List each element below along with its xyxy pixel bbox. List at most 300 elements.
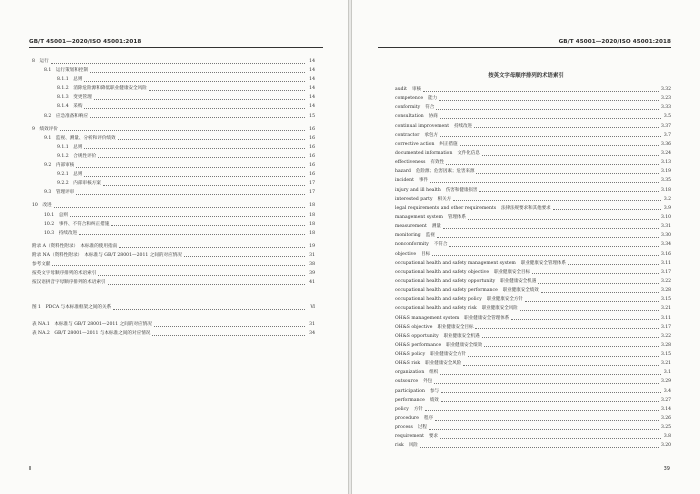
term-english: corrective action: [395, 141, 435, 147]
entry-page: 31: [309, 322, 315, 327]
term-english: audit: [395, 86, 407, 92]
term-clause: 3.17: [660, 269, 671, 275]
dot-leader: [113, 309, 305, 310]
index-term: [395, 268, 530, 277]
entry-label: 附录 A（资料性附录） 本标准的使用指南: [32, 243, 118, 249]
term-clause: 3.16: [660, 251, 671, 257]
dot-leader: [152, 335, 305, 336]
term-english: risk: [395, 443, 404, 449]
term-english: OH&S objective: [395, 324, 433, 330]
term-chinese: 事件: [418, 178, 428, 184]
term-chinese: 过程: [417, 425, 427, 431]
term-chinese: 职业健康安全绩效: [446, 342, 483, 348]
toc-entry: [32, 143, 315, 152]
dot-leader: [111, 225, 305, 226]
index-entry: [395, 387, 671, 396]
index-term: [395, 259, 566, 268]
entry-page: 16: [309, 163, 315, 169]
term-english: occupational health and safety performance: [395, 288, 498, 294]
page-number: Ⅱ: [29, 466, 32, 472]
entry-label: 8.2 应急准备和响应: [44, 113, 89, 119]
index-term: [395, 186, 477, 195]
term-chinese: 外包: [423, 379, 433, 385]
term-clause: 3.25: [660, 425, 671, 431]
index-title: 按英文字母顺序排列的术语索引: [488, 73, 564, 79]
term-chinese: 绩效: [429, 397, 439, 403]
dot-leader: [54, 207, 305, 208]
index-term: [395, 432, 438, 441]
index-term: [395, 131, 438, 140]
dot-leader: [453, 200, 661, 201]
term-clause: 3.24: [660, 150, 671, 156]
dot-leader: [437, 237, 659, 238]
toc-entry: [32, 161, 315, 170]
entry-label: 10.2 事件、不符合和纠正措施: [44, 221, 110, 227]
term-clause: 3.35: [660, 178, 671, 184]
dot-leader: [420, 447, 659, 448]
entry-page: 18: [309, 212, 315, 218]
entry-label: 参考文献: [32, 261, 51, 267]
index-term: [395, 277, 536, 286]
index-term: [395, 359, 461, 368]
entry-label: 8.1.3 变更管理: [57, 95, 92, 101]
entry-label: 9.1.2 合规性评价: [57, 153, 97, 159]
toc-entry: [32, 112, 315, 121]
term-chinese: 监视: [425, 233, 435, 239]
toc-entry: [32, 188, 315, 197]
term-chinese: 职业健康安全机遇: [500, 278, 537, 284]
toc-entry: [32, 242, 315, 251]
dot-leader: [98, 275, 305, 276]
index-entry: [395, 304, 671, 313]
index-entry: [395, 378, 671, 387]
dot-leader: [423, 91, 659, 92]
toc-entry: [32, 170, 315, 179]
index-page: [351, 0, 700, 494]
index-entry: [395, 432, 671, 441]
term-chinese: 程序: [423, 416, 433, 422]
entry-label: 按英文字母顺序排列的术语索引: [32, 271, 97, 277]
term-clause: 3.11: [660, 260, 671, 266]
table-entry: [32, 329, 315, 338]
toc-entry: [32, 93, 315, 102]
term-english: OH&S policy: [395, 352, 426, 358]
index-entry: [395, 314, 671, 323]
entry-label: 9 绩效评价: [32, 126, 58, 132]
term-clause: 3.8: [663, 434, 671, 440]
toc-entry: [32, 75, 315, 84]
entry-page: 16: [309, 126, 315, 132]
dot-leader: [460, 145, 659, 146]
term-english: occupational health and safety objective: [395, 269, 490, 275]
dot-leader: [435, 420, 659, 421]
index-term: [395, 387, 439, 396]
dot-leader: [482, 337, 659, 338]
term-english: incident: [395, 178, 414, 184]
toc-entry: [32, 152, 315, 161]
index-term: [395, 195, 451, 204]
entry-label: 9.2.2 内部审核方案: [57, 181, 101, 187]
index-entry: [395, 332, 671, 341]
dot-leader: [440, 374, 661, 375]
dot-leader: [484, 346, 659, 347]
index-entry: [395, 222, 671, 231]
term-english: OH&S management system: [395, 315, 460, 321]
entry-page: 14: [309, 59, 315, 64]
term-chinese: 方针: [413, 406, 423, 412]
entry-label: 9.1.1 总则: [57, 144, 83, 150]
index-entry: [395, 441, 671, 450]
header-rule: [378, 47, 671, 48]
index-entry: [395, 186, 671, 195]
toc-entry: [32, 125, 315, 134]
term-clause: 3.29: [660, 379, 671, 385]
dot-leader: [525, 301, 659, 302]
term-chinese: 职业健康安全方针: [486, 297, 523, 303]
term-clause: 3.10: [660, 214, 671, 220]
standard-header: GB/T 45001—2020/ISO 45001:2018: [558, 39, 671, 45]
table-list: [32, 320, 315, 338]
index-term: [395, 213, 466, 222]
index-entry: [395, 405, 671, 414]
index-entry: [395, 368, 671, 377]
term-english: organization: [395, 370, 425, 376]
dot-leader: [446, 164, 659, 165]
dot-leader: [468, 356, 659, 357]
index-term: [395, 295, 523, 304]
entry-page: 18: [309, 230, 315, 236]
entry-page: 34: [309, 331, 315, 337]
index-entry: [395, 423, 671, 432]
term-clause: 3.28: [660, 288, 671, 294]
index-entry: [395, 122, 671, 131]
term-english: injury and ill health: [395, 187, 441, 193]
term-chinese: 职业健康安全风险: [425, 361, 462, 367]
index-entry: [395, 396, 671, 405]
term-english: outsource: [395, 379, 419, 385]
index-term: [395, 112, 438, 121]
entry-page: 38: [309, 261, 315, 267]
term-english: policy: [395, 406, 409, 412]
term-english: consultation: [395, 114, 424, 120]
index-entry: [395, 231, 671, 240]
toc-entry: [32, 66, 315, 75]
index-term: [395, 286, 539, 295]
term-chinese: 能力: [428, 96, 438, 102]
term-clause: 3.22: [660, 333, 671, 339]
toc-entry: [32, 201, 315, 210]
entry-label: 附录 NA（资料性附录） 本标准与 GB/T 28001—2011 之间的对应情况: [32, 252, 182, 258]
term-clause: 3.1: [663, 370, 671, 376]
dot-leader: [432, 255, 659, 256]
index-entry: [395, 167, 671, 176]
dot-leader: [184, 256, 305, 257]
index-entry: [395, 414, 671, 423]
term-chinese: 管理体系: [447, 214, 466, 220]
dot-leader: [541, 292, 659, 293]
term-chinese: 参与: [430, 388, 439, 394]
dot-leader: [425, 410, 659, 411]
term-chinese: 测量: [431, 224, 441, 230]
entry-label: 表 NA.1 本标准与 GB/T 28001—2011 之间的对应情况: [32, 322, 152, 327]
dot-leader: [520, 310, 659, 311]
toc-entry: [32, 84, 315, 93]
entry-label: 8.1.4 采购: [57, 104, 83, 110]
term-english: effectiveness: [395, 160, 426, 166]
term-english: process: [395, 425, 413, 431]
index-term: [395, 94, 437, 103]
term-english: OH&S opportunity: [395, 333, 439, 339]
dot-leader: [476, 173, 659, 174]
dot-leader: [474, 127, 659, 128]
term-index: [395, 85, 671, 451]
dot-leader: [51, 63, 305, 64]
term-clause: 3.7: [663, 132, 671, 138]
dot-leader: [94, 99, 305, 100]
term-english: OH&S risk: [395, 361, 421, 367]
toc-page: [0, 0, 349, 494]
index-entry: [395, 286, 671, 295]
term-clause: 3.37: [660, 123, 671, 129]
toc-entry: [32, 134, 315, 143]
term-english: occupational health and safety risk: [395, 306, 477, 312]
index-entry: [395, 350, 671, 359]
dot-leader: [436, 109, 659, 110]
dot-leader: [468, 219, 659, 220]
index-term: [395, 231, 435, 240]
index-entry: [395, 240, 671, 249]
index-term: [395, 405, 423, 414]
dot-leader: [553, 209, 661, 210]
term-english: nonconformity: [395, 242, 429, 248]
term-chinese: 职业健康安全机遇: [443, 333, 480, 339]
dot-leader: [76, 194, 305, 195]
term-chinese: 协商: [428, 114, 438, 120]
term-clause: 3.19: [660, 169, 671, 175]
dot-leader: [440, 438, 661, 439]
term-clause: 3.32: [660, 86, 671, 92]
index-entry: [395, 140, 671, 149]
term-clause: 3.9: [663, 205, 671, 211]
index-term: [395, 368, 438, 377]
term-english: requirement: [395, 434, 425, 440]
figure-list: [32, 303, 315, 312]
term-chinese: 审核: [411, 86, 421, 92]
term-chinese: 目标: [421, 251, 431, 257]
index-term: [395, 167, 474, 176]
entry-label: 8.1.2 消除危险源和降低职业健康安全风险: [57, 86, 147, 92]
index-term: [395, 350, 466, 359]
index-entry: [395, 131, 671, 140]
term-clause: 3.26: [660, 416, 671, 422]
term-chinese: 持续改进: [454, 123, 473, 129]
index-term: [395, 250, 430, 259]
toc-entry: [32, 278, 315, 287]
dot-leader: [449, 246, 659, 247]
term-clause: 3.28: [660, 342, 671, 348]
index-entry: [395, 277, 671, 286]
index-term: [395, 222, 441, 231]
term-english: measurement: [395, 224, 427, 230]
term-clause: 3.15: [660, 352, 671, 358]
term-chinese: 符合: [425, 105, 435, 111]
toc-entry: [32, 179, 315, 188]
entry-label: 8 运行: [32, 59, 49, 64]
index-term: [395, 441, 418, 450]
index-entry: [395, 295, 671, 304]
dot-leader: [154, 326, 305, 327]
term-chinese: 文件化信息: [457, 150, 480, 156]
index-term: [395, 332, 480, 341]
dot-leader: [429, 429, 659, 430]
term-clause: 3.17: [660, 324, 671, 330]
dot-leader: [443, 228, 659, 229]
term-clause: 3.23: [660, 96, 671, 102]
entry-label: 图 1 PDCA 与本标准框架之间的关系: [32, 305, 112, 310]
index-entry: [395, 250, 671, 259]
entry-label: 9.2 内部审核: [44, 163, 75, 169]
header-rule: [29, 47, 323, 48]
dot-leader: [118, 139, 305, 140]
index-term: [395, 103, 434, 112]
term-english: conformity: [395, 105, 421, 111]
dot-leader: [441, 392, 661, 393]
dot-leader: [479, 191, 659, 192]
term-chinese: 要求: [429, 434, 439, 440]
index-entry: [395, 268, 671, 277]
dot-leader: [568, 264, 659, 265]
dot-leader: [76, 167, 305, 168]
entry-label: 10.1 总则: [44, 212, 69, 218]
dot-leader: [475, 328, 659, 329]
table-entry: [32, 320, 315, 329]
entry-page: 15: [309, 113, 315, 119]
term-clause: 3.4: [663, 388, 671, 394]
dot-leader: [430, 182, 659, 183]
index-entry: [395, 176, 671, 185]
dot-leader: [70, 216, 305, 217]
term-clause: 3.21: [660, 306, 671, 312]
dot-leader: [90, 117, 305, 118]
index-term: [395, 140, 458, 149]
index-term: [395, 396, 439, 405]
dot-leader: [103, 185, 305, 186]
index-term: [395, 122, 472, 131]
term-clause: 3.21: [660, 361, 671, 367]
term-clause: 3.11: [660, 315, 671, 321]
entry-page: 14: [309, 86, 315, 92]
term-english: occupational health and safety management system: [395, 260, 516, 266]
term-clause: 3.33: [660, 105, 671, 111]
index-entry: [395, 204, 671, 213]
entry-page: 14: [309, 95, 315, 101]
term-english: competence: [395, 96, 424, 102]
dot-leader: [538, 283, 659, 284]
term-chinese: 不符合: [433, 242, 448, 248]
index-term: [395, 341, 482, 350]
dot-leader: [440, 118, 661, 119]
index-entry: [395, 112, 671, 121]
index-term: [395, 304, 518, 313]
term-chinese: 承包方: [424, 132, 438, 138]
toc-entry: [32, 220, 315, 229]
dot-leader: [108, 284, 305, 285]
toc-entry: [32, 57, 315, 66]
index-entry: [395, 259, 671, 268]
dot-leader: [440, 136, 661, 137]
figure-entry: [32, 303, 315, 312]
term-chinese: 风险: [408, 443, 418, 449]
term-english: documented information: [395, 150, 453, 156]
term-english: objective: [395, 251, 417, 257]
entry-label: 9.3 管理评审: [44, 190, 75, 196]
term-clause: 3.31: [660, 224, 671, 230]
entry-page: 17: [309, 190, 315, 196]
term-clause: 3.15: [660, 297, 671, 303]
term-chinese: 职业健康安全方针: [430, 352, 467, 358]
index-term: [395, 149, 480, 158]
dot-leader: [79, 234, 305, 235]
term-clause: 3.34: [660, 242, 671, 248]
index-term: [395, 377, 432, 386]
entry-page: Ⅵ: [310, 305, 315, 310]
term-clause: 3.36: [660, 141, 671, 147]
term-english: interested party: [395, 196, 433, 202]
toc-entry: [32, 260, 315, 269]
term-english: occupational health and safety policy: [395, 297, 482, 303]
index-term: [395, 158, 444, 167]
entry-label: 8.1 运行策划和控制: [44, 68, 89, 74]
dot-leader: [90, 72, 305, 73]
index-entry: [395, 323, 671, 332]
index-entry: [395, 195, 671, 204]
toc-entry: [32, 211, 315, 220]
entry-label: 按汉语拼音字母顺序排列的术语索引: [32, 280, 106, 286]
entry-page: 16: [309, 172, 315, 178]
term-chinese: 有效性: [430, 160, 444, 166]
entry-page: 39: [309, 271, 315, 277]
term-chinese: 相关方: [437, 196, 452, 202]
term-clause: 3.30: [660, 233, 671, 239]
term-chinese: 组织: [429, 370, 439, 376]
dot-leader: [511, 319, 659, 320]
index-term: [395, 414, 433, 423]
entry-page: 19: [309, 243, 315, 249]
term-english: hazard: [395, 169, 411, 175]
index-term: [395, 85, 421, 94]
dot-leader: [60, 130, 305, 131]
dot-leader: [439, 100, 659, 101]
term-clause: 3.2: [663, 196, 671, 202]
term-clause: 3.27: [660, 397, 671, 403]
dot-leader: [52, 265, 305, 266]
term-english: legal requirements and other requirements: [395, 205, 497, 211]
index-entry: [395, 158, 671, 167]
entry-label: 10.3 持续改进: [44, 230, 78, 236]
index-entry: [395, 213, 671, 222]
entry-page: 31: [309, 252, 315, 258]
toc-entry: [32, 269, 315, 278]
term-chinese: 职业健康安全绩效: [502, 288, 539, 294]
entry-label: 表 NA.2 GB/T 28001—2011 与本标准之间的对应情况: [32, 331, 151, 337]
index-entry: [395, 85, 671, 94]
entry-page: 14: [309, 77, 315, 83]
term-clause: 3.18: [660, 187, 671, 193]
entry-page: 16: [309, 135, 315, 141]
term-english: management system: [395, 214, 443, 220]
dot-leader: [463, 365, 659, 366]
dot-leader: [441, 401, 659, 402]
